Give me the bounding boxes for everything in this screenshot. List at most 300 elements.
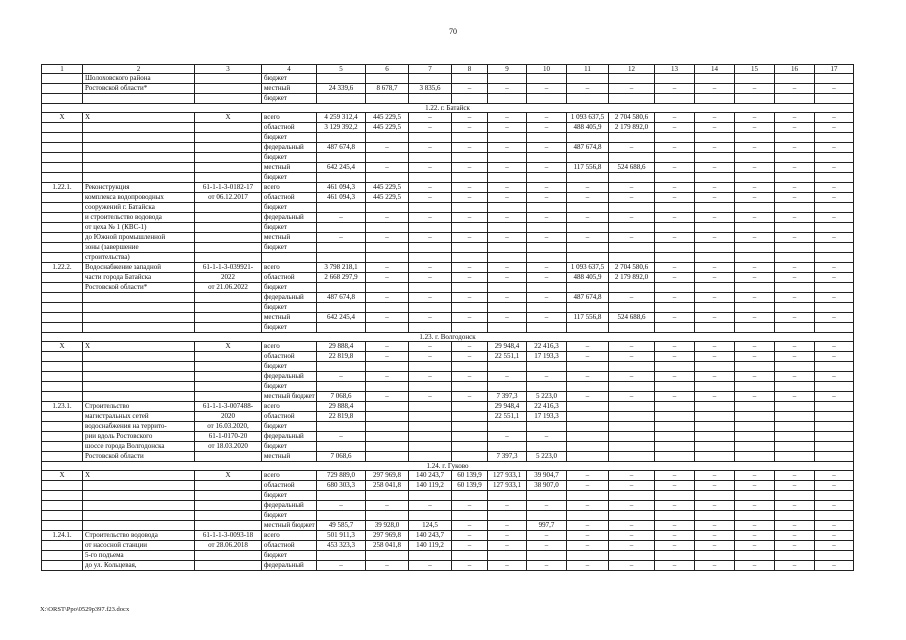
table-cell: – xyxy=(609,213,655,223)
table-cell xyxy=(195,203,262,213)
table-cell: – xyxy=(317,432,366,442)
table-cell: всего xyxy=(262,402,317,412)
table-cell xyxy=(735,442,775,452)
table-cell xyxy=(42,551,83,561)
table-cell xyxy=(42,84,83,94)
table-cell xyxy=(452,511,488,521)
table-cell xyxy=(42,233,83,243)
table-cell xyxy=(567,412,609,422)
table-cell: – xyxy=(409,163,452,173)
table-cell xyxy=(567,422,609,432)
table-cell: областной xyxy=(262,193,317,203)
table-cell: – xyxy=(815,541,854,551)
table-cell xyxy=(567,223,609,233)
table-row xyxy=(42,402,854,412)
table-cell: части города Батайска xyxy=(83,273,195,283)
table-cell: 5 223,0 xyxy=(527,392,567,402)
table-cell: от 18.03.2020 xyxy=(195,442,262,452)
table-cell xyxy=(317,133,366,143)
table-cell: – xyxy=(815,233,854,243)
table-cell: – xyxy=(527,193,567,203)
table-cell: – xyxy=(452,531,488,541)
table-cell: – xyxy=(527,143,567,153)
table-cell: 680 303,3 xyxy=(317,481,366,491)
table-cell xyxy=(655,442,695,452)
table-cell: – xyxy=(735,183,775,193)
table-cell: – xyxy=(567,481,609,491)
table-cell xyxy=(488,223,527,233)
table-cell xyxy=(317,491,366,501)
table-cell xyxy=(409,94,452,104)
table-cell: – xyxy=(775,84,815,94)
table-cell: – xyxy=(815,342,854,352)
table-cell: всего xyxy=(262,263,317,273)
table-cell: 524 688,6 xyxy=(609,163,655,173)
table-cell: – xyxy=(527,233,567,243)
table-cell xyxy=(775,491,815,501)
table-cell: 22 551,1 xyxy=(488,412,527,422)
table-cell xyxy=(527,362,567,372)
table-cell xyxy=(488,382,527,392)
table-cell: 124,5 xyxy=(409,521,452,531)
table-cell: Строительство водовода xyxy=(83,531,195,541)
table-cell: – xyxy=(527,372,567,382)
table-cell: – xyxy=(735,123,775,133)
table-cell: Х xyxy=(42,471,83,481)
table-cell xyxy=(609,551,655,561)
table-cell: – xyxy=(815,313,854,323)
table-cell: – xyxy=(317,213,366,223)
table-cell: – xyxy=(695,501,735,511)
table-cell xyxy=(567,382,609,392)
table-cell: – xyxy=(452,263,488,273)
table-cell: – xyxy=(317,233,366,243)
table-cell xyxy=(409,243,452,253)
table-cell: – xyxy=(452,213,488,223)
table-cell xyxy=(366,133,409,143)
table-cell: – xyxy=(815,84,854,94)
table-cell: – xyxy=(527,273,567,283)
table-cell: 487 674,8 xyxy=(567,143,609,153)
table-cell xyxy=(815,203,854,213)
table-row xyxy=(42,501,854,511)
table-cell: – xyxy=(735,471,775,481)
table-cell xyxy=(42,253,83,263)
table-cell: бюджет xyxy=(262,323,317,333)
table-cell xyxy=(452,243,488,253)
table-cell xyxy=(452,422,488,432)
table-cell xyxy=(609,402,655,412)
table-cell xyxy=(195,233,262,243)
table-cell xyxy=(775,323,815,333)
table-cell xyxy=(83,153,195,163)
table-cell: – xyxy=(695,313,735,323)
table-cell xyxy=(409,362,452,372)
table-cell xyxy=(695,491,735,501)
table-cell xyxy=(317,74,366,84)
table-cell xyxy=(695,243,735,253)
table-cell: – xyxy=(815,113,854,123)
table-cell: 445 229,5 xyxy=(366,123,409,133)
table-cell xyxy=(527,283,567,293)
table-cell: – xyxy=(527,123,567,133)
table-cell: – xyxy=(409,263,452,273)
table-cell xyxy=(655,422,695,432)
table-cell xyxy=(695,203,735,213)
table-cell xyxy=(815,153,854,163)
table-cell xyxy=(609,243,655,253)
table-cell: – xyxy=(655,342,695,352)
table-cell: от 28.06.2018 xyxy=(195,541,262,551)
table-cell: всего xyxy=(262,183,317,193)
table-cell xyxy=(815,402,854,412)
table-cell: – xyxy=(735,501,775,511)
table-cell: – xyxy=(775,293,815,303)
table-cell xyxy=(42,481,83,491)
table-cell xyxy=(317,94,366,104)
table-cell xyxy=(655,551,695,561)
table-cell: – xyxy=(775,561,815,571)
table-cell: – xyxy=(366,143,409,153)
table-cell xyxy=(655,491,695,501)
table-cell xyxy=(195,153,262,163)
table-cell: – xyxy=(609,501,655,511)
table-cell: – xyxy=(609,183,655,193)
column-header: 13 xyxy=(655,65,695,74)
table-cell: – xyxy=(775,213,815,223)
table-cell xyxy=(452,153,488,163)
table-cell: – xyxy=(366,163,409,173)
table-cell: – xyxy=(488,541,527,551)
table-row xyxy=(42,313,854,323)
table-row xyxy=(42,233,854,243)
table-cell: – xyxy=(366,561,409,571)
table-cell: федеральный xyxy=(262,293,317,303)
table-cell: – xyxy=(609,233,655,243)
table-cell xyxy=(815,491,854,501)
table-cell xyxy=(695,94,735,104)
table-cell: зоны (завершение xyxy=(83,243,195,253)
table-cell: федеральный xyxy=(262,501,317,511)
table-row xyxy=(42,273,854,283)
table-cell xyxy=(83,481,195,491)
table-cell xyxy=(366,432,409,442)
table-cell xyxy=(735,133,775,143)
table-cell: 29 888,4 xyxy=(317,342,366,352)
table-cell: – xyxy=(527,163,567,173)
table-cell: – xyxy=(655,501,695,511)
table-cell: – xyxy=(695,263,735,273)
table-cell xyxy=(815,133,854,143)
table-cell: – xyxy=(527,531,567,541)
table-cell: – xyxy=(695,123,735,133)
table-cell: – xyxy=(695,84,735,94)
table-cell: бюджет xyxy=(262,442,317,452)
table-cell xyxy=(366,323,409,333)
table-cell xyxy=(366,422,409,432)
table-cell: 61-1-1-3-0182-17 xyxy=(195,183,262,193)
table-cell: 445 229,5 xyxy=(366,183,409,193)
table-cell xyxy=(452,432,488,442)
table-cell: – xyxy=(488,263,527,273)
table-cell xyxy=(409,422,452,432)
table-cell: бюджет xyxy=(262,223,317,233)
table-cell xyxy=(317,303,366,313)
table-cell: – xyxy=(609,372,655,382)
table-cell xyxy=(815,323,854,333)
table-row xyxy=(42,74,854,84)
table-cell: – xyxy=(452,392,488,402)
table-cell: – xyxy=(609,471,655,481)
table-cell: местный бюджет xyxy=(262,521,317,531)
table-cell xyxy=(195,213,262,223)
table-cell: – xyxy=(735,392,775,402)
table-cell: 297 969,8 xyxy=(366,531,409,541)
table-row xyxy=(42,323,854,333)
table-cell: – xyxy=(735,561,775,571)
table-cell: – xyxy=(735,163,775,173)
table-cell: – xyxy=(655,123,695,133)
table-cell xyxy=(567,362,609,372)
table-cell xyxy=(609,283,655,293)
table-cell xyxy=(409,442,452,452)
table-cell: Х xyxy=(195,471,262,481)
table-cell xyxy=(735,402,775,412)
table-cell: рии вдоль Ростовского xyxy=(83,432,195,442)
table-cell: – xyxy=(735,273,775,283)
table-cell: – xyxy=(815,123,854,133)
column-header: 1 xyxy=(42,65,83,74)
table-cell: областной xyxy=(262,352,317,362)
page-number: 70 xyxy=(449,27,457,36)
table-cell xyxy=(567,74,609,84)
table-cell xyxy=(695,133,735,143)
table-cell xyxy=(735,432,775,442)
table-row xyxy=(42,113,854,123)
table-cell xyxy=(655,511,695,521)
table-cell: 140 243,7 xyxy=(409,531,452,541)
table-cell xyxy=(609,362,655,372)
table-cell xyxy=(195,133,262,143)
table-cell xyxy=(609,223,655,233)
table-cell xyxy=(42,422,83,432)
table-cell: 2 704 580,6 xyxy=(609,113,655,123)
table-cell xyxy=(195,452,262,462)
table-cell: – xyxy=(695,213,735,223)
table-cell xyxy=(317,173,366,183)
table-cell: федеральный xyxy=(262,372,317,382)
table-row xyxy=(42,303,854,313)
table-cell xyxy=(695,412,735,422)
table-cell: – xyxy=(366,213,409,223)
table-cell xyxy=(775,402,815,412)
table-cell: – xyxy=(527,541,567,551)
table-cell: – xyxy=(567,541,609,551)
column-header: 7 xyxy=(409,65,452,74)
table-cell: 453 323,3 xyxy=(317,541,366,551)
table-cell xyxy=(409,432,452,442)
table-cell: – xyxy=(775,163,815,173)
table-cell xyxy=(775,253,815,263)
table-cell: бюджет xyxy=(262,422,317,432)
table-cell xyxy=(83,303,195,313)
table-cell xyxy=(488,94,527,104)
table-cell: – xyxy=(695,233,735,243)
table-cell: – xyxy=(567,372,609,382)
table-cell: 22 416,3 xyxy=(527,342,567,352)
table-cell xyxy=(609,491,655,501)
table-cell xyxy=(195,293,262,303)
table-cell xyxy=(42,133,83,143)
table-row xyxy=(42,183,854,193)
table-cell xyxy=(42,313,83,323)
table-cell: 501 911,3 xyxy=(317,531,366,541)
table-row xyxy=(42,163,854,173)
table-cell xyxy=(409,323,452,333)
table-cell xyxy=(409,382,452,392)
column-header: 3 xyxy=(195,65,262,74)
table-cell xyxy=(42,243,83,253)
table-cell: – xyxy=(609,352,655,362)
table-cell: 2 704 580,6 xyxy=(609,263,655,273)
table-row xyxy=(42,213,854,223)
table-cell: – xyxy=(655,352,695,362)
table-cell: Х xyxy=(83,471,195,481)
column-header: 5 xyxy=(317,65,366,74)
table-cell xyxy=(775,412,815,422)
table-cell: 61-1-1-3-0093-18 xyxy=(195,531,262,541)
table-cell xyxy=(366,253,409,263)
table-cell: магистральных сетей xyxy=(83,412,195,422)
column-header: 8 xyxy=(452,65,488,74)
table-cell xyxy=(567,491,609,501)
table-row xyxy=(42,382,854,392)
table-cell: сооружений г. Батайска xyxy=(83,203,195,213)
table-cell xyxy=(815,452,854,462)
table-cell: – xyxy=(366,273,409,283)
table-cell xyxy=(488,511,527,521)
table-cell: бюджет xyxy=(262,283,317,293)
table-cell xyxy=(488,133,527,143)
table-cell xyxy=(775,382,815,392)
table-cell: – xyxy=(452,273,488,283)
table-cell xyxy=(452,203,488,213)
table-row xyxy=(42,133,854,143)
table-cell: – xyxy=(488,561,527,571)
table-cell: 1.24.1. xyxy=(42,531,83,541)
table-cell: 258 041,8 xyxy=(366,541,409,551)
table-cell xyxy=(527,94,567,104)
table-cell: 642 245,4 xyxy=(317,313,366,323)
table-cell: 7 397,3 xyxy=(488,452,527,462)
table-cell xyxy=(655,303,695,313)
table-cell xyxy=(366,412,409,422)
table-cell: – xyxy=(488,163,527,173)
table-cell: – xyxy=(735,113,775,123)
table-cell xyxy=(815,94,854,104)
table-cell: – xyxy=(775,143,815,153)
table-cell xyxy=(567,133,609,143)
table-cell xyxy=(195,313,262,323)
table-cell xyxy=(42,213,83,223)
table-cell xyxy=(655,133,695,143)
table-cell: Х xyxy=(195,113,262,123)
table-cell: 7 397,3 xyxy=(488,392,527,402)
table-cell xyxy=(815,442,854,452)
table-cell xyxy=(409,173,452,183)
table-cell: 1 093 637,5 xyxy=(567,113,609,123)
table-row xyxy=(42,471,854,481)
table-row xyxy=(42,551,854,561)
table-cell xyxy=(42,452,83,462)
table-cell: Х xyxy=(42,113,83,123)
table-cell xyxy=(567,94,609,104)
table-row xyxy=(42,283,854,293)
table-cell xyxy=(655,243,695,253)
table-cell: – xyxy=(409,273,452,283)
table-cell xyxy=(775,223,815,233)
table-cell: – xyxy=(655,163,695,173)
section-row xyxy=(42,333,854,342)
table-row xyxy=(42,293,854,303)
table-cell xyxy=(83,163,195,173)
table-cell xyxy=(195,352,262,362)
table-cell xyxy=(775,422,815,432)
table-cell xyxy=(83,352,195,362)
table-cell: от 16.03.2020, xyxy=(195,422,262,432)
table-cell xyxy=(42,392,83,402)
table-cell xyxy=(195,143,262,153)
table-cell: – xyxy=(775,342,815,352)
table-cell: – xyxy=(488,213,527,223)
table-cell: – xyxy=(409,342,452,352)
table-cell xyxy=(735,422,775,432)
table-cell xyxy=(527,133,567,143)
table-cell xyxy=(655,323,695,333)
table-cell: 258 041,8 xyxy=(366,481,409,491)
table-cell xyxy=(567,432,609,442)
table-cell: федеральный xyxy=(262,561,317,571)
table-cell: 642 245,4 xyxy=(317,163,366,173)
table-cell: – xyxy=(409,113,452,123)
table-cell: – xyxy=(609,531,655,541)
table-cell xyxy=(452,94,488,104)
table-cell: – xyxy=(366,372,409,382)
table-cell xyxy=(655,94,695,104)
table-cell: – xyxy=(567,183,609,193)
table-cell: – xyxy=(695,342,735,352)
table-cell: местный бюджет xyxy=(262,392,317,402)
table-cell: – xyxy=(409,233,452,243)
table-cell: – xyxy=(735,313,775,323)
table-cell xyxy=(815,382,854,392)
table-row xyxy=(42,143,854,153)
table-cell: шоссе города Волгодонска xyxy=(83,442,195,452)
table-cell: – xyxy=(735,352,775,362)
table-cell xyxy=(452,283,488,293)
table-row xyxy=(42,352,854,362)
table-cell: – xyxy=(655,293,695,303)
table-cell: – xyxy=(609,84,655,94)
table-cell: – xyxy=(655,113,695,123)
table-cell xyxy=(317,203,366,213)
table-row xyxy=(42,223,854,233)
table-cell xyxy=(527,223,567,233)
table-cell: – xyxy=(488,233,527,243)
table-cell: – xyxy=(735,541,775,551)
table-cell: водоснабжения на террито- xyxy=(83,422,195,432)
table-cell xyxy=(815,511,854,521)
